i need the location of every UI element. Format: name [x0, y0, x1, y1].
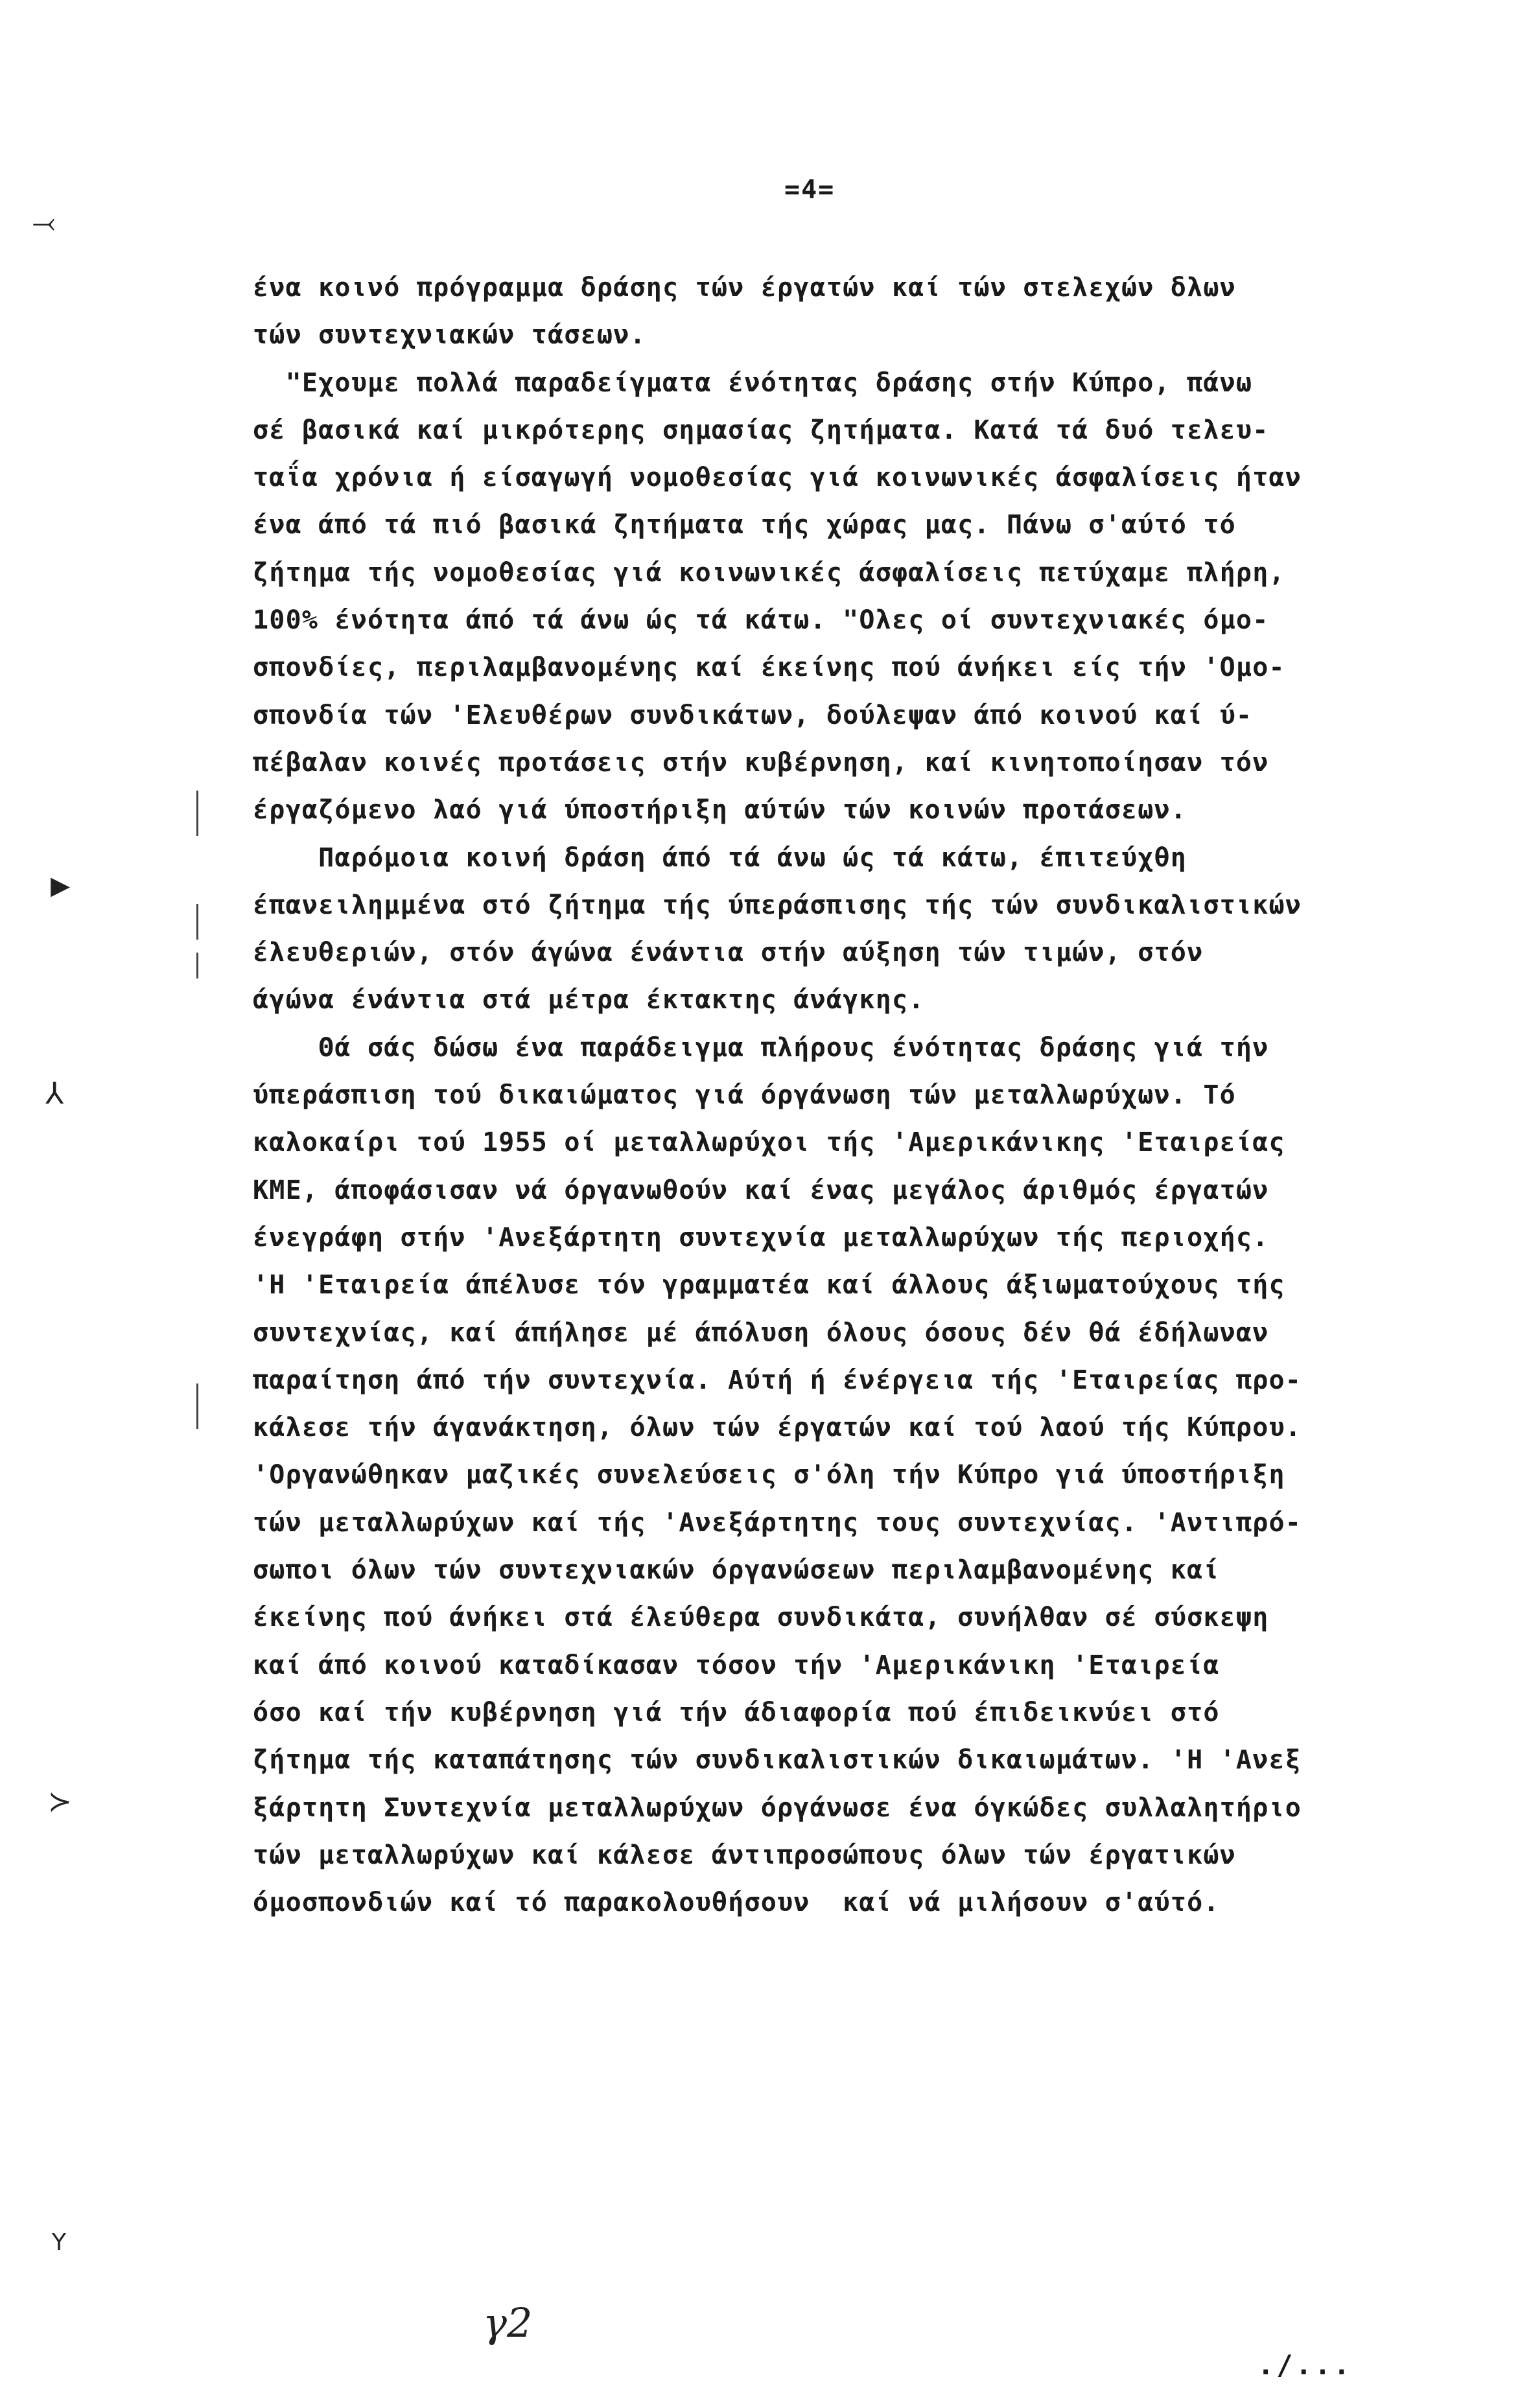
margin-line [196, 953, 198, 978]
margin-line [196, 791, 198, 836]
text-line: παραίτηση άπό τήν συντεχνία. Αύτή ή ένέργεια τής 'Εταιρείας προ- [253, 1365, 1302, 1395]
text-line: "Εχουμε πολλά παραδείγματα ένότητας δράσης στήν Κύπρο, πάνω [253, 367, 1253, 398]
text-line: όσο καί τήν κυβέρνηση γιά τήν άδιαφορία πού έπιδεικνύει στό [253, 1697, 1220, 1728]
text-line: ύπεράσπιση τού δικαιώματος γιά όργάνωση τών μεταλλωρύχων. Τό [253, 1080, 1236, 1111]
text-line: ταΐα χρόνια ή είσαγωγή νομοθεσίας γιά κοινωνικές άσφαλίσεις ήταν [253, 463, 1302, 493]
margin-line [196, 1383, 198, 1429]
text-line: τών μεταλλωρύχων καί κάλεσε άντιπροσώπους όλων τών έργατικών [253, 1840, 1236, 1870]
text-line: 'Η 'Εταιρεία άπέλυσε τόν γραμματέα καί άλλους άξιωματούχους τής [253, 1270, 1285, 1301]
text-line: έλευθεριών, στόν άγώνα ένάντια στήν αύξηση τών τιμών, στόν [253, 938, 1204, 968]
text-line: καλοκαίρι τού 1955 οί μεταλλωρύχοι τής 'Αμερικάνικης 'Εταιρείας [253, 1128, 1285, 1158]
text-line: ξάρτητη Συντεχνία μεταλλωρύχων όργάνωσε ένα όγκώδες συλλαλητήριο [253, 1792, 1302, 1823]
text-line: σπονδίες, περιλαμβανομένης καί έκείνης πού άνήκει είς τήν 'Ομο- [253, 653, 1285, 683]
text-line: τών συντεχνιακών τάσεων. [253, 320, 646, 351]
text-line: ένα άπό τά πιό βασικά ζητήματα τής χώρας μας. Πάνω σ'αύτό τό [253, 510, 1236, 540]
handwritten-note: γ2 [483, 2299, 533, 2346]
text-line: όμοσπονδιών καί τό παρακολουθήσουν καί νά μιλήσουν σ'αύτό. [253, 1888, 1220, 1918]
margin-mark: ⤙ [32, 206, 56, 239]
text-line: έπανειλημμένα στό ζήτημα τής ύπεράσπισης τής τών συνδικαλιστικών [253, 890, 1302, 920]
text-line: καί άπό κοινού καταδίκασαν τόσον τήν 'Αμερικάνικη 'Εταιρεία [253, 1650, 1220, 1680]
text-line: Παρόμοια κοινή δράση άπό τά άνω ώς τά κάτω, έπιτεύχθη [253, 842, 1187, 873]
text-line: τών μεταλλωρύχων καί τής 'Ανεξάρτητης τους συντεχνίας. 'Αντιπρό- [253, 1507, 1302, 1538]
continuation-mark: ./... [1257, 2349, 1353, 2381]
text-line: συντεχνίας, καί άπήλησε μέ άπόλυση όλους όσους δέν θά έδήλωναν [253, 1317, 1269, 1348]
text-line: πέβαλαν κοινές προτάσεις στήν κυβέρνηση, καί κινητοποίησαν τόν [253, 747, 1269, 778]
page-number: =4= [784, 175, 836, 205]
text-line: ένεγράφη στήν 'Ανεξάρτητη συντεχνία μεταλλωρύχων τής περιοχής. [253, 1222, 1269, 1253]
text-line: έργαζόμενο λαό γιά ύποστήριξη αύτών τών κοινών προτάσεων. [253, 795, 1187, 826]
text-line: σωποι όλων τών συντεχνιακών όργανώσεων περιλαμβανομένης καί [253, 1555, 1220, 1586]
margin-mark: ▸ [51, 862, 71, 907]
text-line: Θά σάς δώσω ένα παράδειγμα πλήρους ένότητας δράσης γιά τήν [253, 1032, 1269, 1063]
text-line: ΚΜΕ, άποφάσισαν νά όργανωθούν καί ένας μεγάλος άριθμός έργατών [253, 1175, 1269, 1205]
text-line: σέ βασικά καί μικρότερης σημασίας ζητήματα. Κατά τά δυό τελευ- [253, 415, 1269, 445]
text-line: ένα κοινό πρόγραμμα δράσης τών έργατών καί τών στελεχών δλων [253, 273, 1236, 303]
margin-mark: Y [52, 2229, 66, 2256]
body-text [253, 264, 1517, 1927]
margin-mark: ⅄ [45, 1076, 64, 1111]
text-line: ζήτημα τής νομοθεσίας γιά κοινωνικές άσφαλίσεις πετύχαμε πλήρη, [253, 557, 1285, 588]
text-line: σπονδία τών 'Ελευθέρων συνδικάτων, δούλεψαν άπό κοινού καί ύ- [253, 700, 1253, 730]
text-line: ζήτημα τής καταπάτησης τών συνδικαλιστικών δικαιωμάτων. 'Η 'Ανεξ [253, 1745, 1302, 1776]
margin-mark: ≻ [48, 1785, 72, 1818]
text-line: άγώνα ένάντια στά μέτρα έκτακτης άνάγκης. [253, 985, 925, 1015]
text-line: έκείνης πού άνήκει στά έλεύθερα συνδικάτα, συνήλθαν σέ σύσκεψη [253, 1603, 1269, 1633]
text-line: 100% ένότητα άπό τά άνω ώς τά κάτω. "Ολες οί συντεχνιακές όμο- [253, 605, 1269, 636]
text-line: 'Οργανώθηκαν μαζικές συνελεύσεις σ'όλη τήν Κύπρο γιά ύποστήριξη [253, 1460, 1285, 1490]
text-line: κάλεσε τήν άγανάκτηση, όλων τών έργατών καί τού λαού τής Κύπρου. [253, 1413, 1302, 1443]
margin-line [196, 904, 198, 940]
